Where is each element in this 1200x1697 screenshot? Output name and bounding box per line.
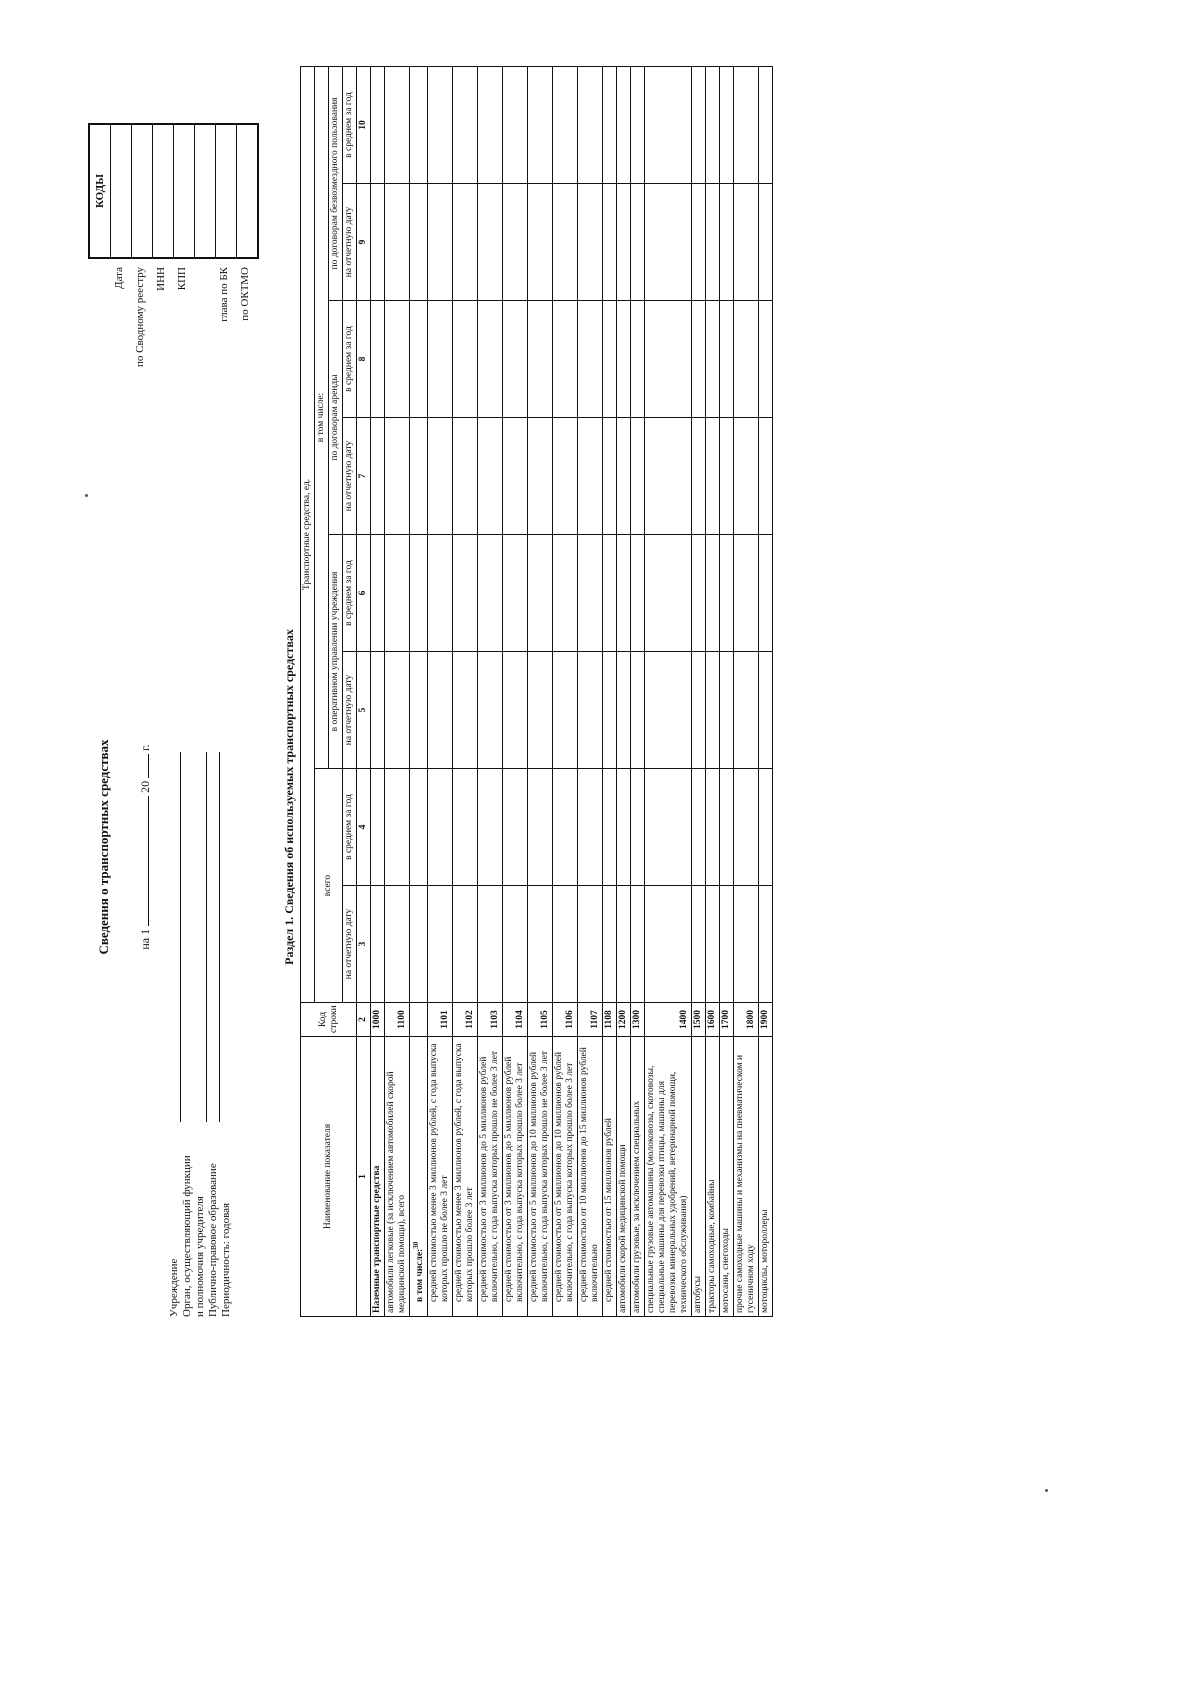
column-number: 3	[357, 886, 371, 1003]
value-cell-col-6[interactable]	[645, 535, 692, 652]
value-cell-col-7[interactable]	[603, 418, 617, 535]
codes-label-registry: по Сводному реестру	[134, 267, 146, 367]
value-cell-col-4[interactable]	[528, 769, 553, 886]
value-cell-col-5[interactable]	[603, 652, 617, 769]
value-cell-col-6[interactable]	[617, 535, 631, 652]
code-inn[interactable]	[153, 124, 174, 258]
col-name-header: Наименование показателя	[301, 1037, 357, 1317]
value-cell-col-10[interactable]	[706, 66, 720, 183]
code-blank[interactable]	[195, 124, 216, 258]
row-code: 1500	[692, 1003, 706, 1037]
report-date-line	[138, 557, 153, 1137]
codes-label-date: Дата	[113, 267, 125, 289]
row-name	[503, 1037, 528, 1317]
table-row	[631, 66, 645, 1316]
row-name-text: автомобили легковые (за исключением автомобилей скорой медицинской помощи), всего	[386, 1071, 407, 1313]
row-name-text: автобусы	[693, 1275, 704, 1313]
value-cell-col-10[interactable]	[617, 66, 631, 183]
organ-input-line[interactable]	[206, 752, 207, 1122]
value-cell-col-3[interactable]	[371, 886, 385, 1003]
meta-row-organ	[181, 757, 194, 1317]
column-number: 10	[357, 66, 371, 183]
value-cell-col-8[interactable]	[720, 301, 734, 418]
value-cell-col-7[interactable]	[720, 418, 734, 535]
header-operative-avg: в среднем за год	[343, 535, 357, 652]
row-code: 1106	[553, 1003, 578, 1037]
value-cell-col-5[interactable]	[553, 652, 578, 769]
value-cell-col-5[interactable]	[578, 652, 603, 769]
row-name	[478, 1037, 503, 1317]
value-cell-col-9[interactable]	[692, 184, 706, 301]
row-code: 1700	[720, 1003, 734, 1037]
value-cell-col-9[interactable]	[578, 184, 603, 301]
value-cell-col-7[interactable]	[410, 418, 428, 535]
value-cell-col-8[interactable]	[528, 301, 553, 418]
value-cell-col-5[interactable]	[371, 652, 385, 769]
value-cell-col-6[interactable]	[503, 535, 528, 652]
value-cell-col-8[interactable]	[478, 301, 503, 418]
row-name-text: средней стоимостью от 3 миллионов до 5 миллионов рублей включительно, с года выпуска которых прошло более 3 лет	[504, 1056, 526, 1302]
value-cell-col-10[interactable]	[603, 66, 617, 183]
value-cell-col-7[interactable]	[692, 418, 706, 535]
table-row	[578, 66, 603, 1316]
value-cell-col-6[interactable]	[720, 535, 734, 652]
value-cell-col-9[interactable]	[603, 184, 617, 301]
table-row	[759, 66, 773, 1316]
value-cell-col-3[interactable]	[631, 886, 645, 1003]
value-cell-col-3[interactable]	[734, 886, 759, 1003]
value-cell-col-7[interactable]	[385, 418, 410, 535]
table-row	[385, 66, 410, 1316]
value-cell-col-6[interactable]	[734, 535, 759, 652]
value-cell-col-9[interactable]	[759, 184, 773, 301]
table-row	[478, 66, 503, 1316]
value-cell-col-4[interactable]	[503, 769, 528, 886]
form-title: Сведения о транспортных средствах	[96, 739, 111, 955]
meta-label-public-entity: Публично-правовое образование	[207, 1163, 219, 1317]
value-cell-col-5[interactable]	[478, 652, 503, 769]
header-bezvozmezd-avg: в среднем за год	[343, 66, 357, 183]
value-cell-col-7[interactable]	[453, 418, 478, 535]
value-cell-col-4[interactable]	[553, 769, 578, 886]
value-cell-col-7[interactable]	[617, 418, 631, 535]
table-row	[410, 66, 428, 1316]
value-cell-col-3[interactable]	[553, 886, 578, 1003]
value-cell-col-7[interactable]	[631, 418, 645, 535]
date-day-blank[interactable]	[148, 796, 149, 926]
row-code	[410, 1003, 428, 1037]
row-code: 1400	[645, 1003, 692, 1037]
codes-header: КОДЫ	[89, 124, 111, 258]
value-cell-col-5[interactable]	[410, 652, 428, 769]
value-cell-col-3[interactable]	[385, 886, 410, 1003]
value-cell-col-8[interactable]	[385, 301, 410, 418]
row-name	[645, 1037, 692, 1317]
value-cell-col-6[interactable]	[478, 535, 503, 652]
date-suffix: г.	[138, 744, 152, 751]
value-cell-col-5[interactable]	[720, 652, 734, 769]
value-cell-col-3[interactable]	[645, 886, 692, 1003]
scan-speck	[1045, 1489, 1048, 1492]
value-cell-col-3[interactable]	[528, 886, 553, 1003]
row-code: 1102	[453, 1003, 478, 1037]
value-cell-col-10[interactable]	[410, 66, 428, 183]
row-name-text: средней стоимостью от 5 миллионов до 10 миллионов рублей включительно, с года выпуска которых прошло более 3 лет	[554, 1051, 576, 1302]
value-cell-col-6[interactable]	[428, 535, 453, 652]
value-cell-col-3[interactable]	[410, 886, 428, 1003]
table-row	[503, 66, 528, 1316]
row-name	[410, 1037, 428, 1317]
value-cell-col-5[interactable]	[631, 652, 645, 769]
row-name-text: мотоциклы, мотороллеры	[760, 1209, 771, 1313]
value-cell-col-5[interactable]	[706, 652, 720, 769]
meta-label-organ: Орган, осуществляющий функции	[181, 1155, 193, 1317]
value-cell-col-8[interactable]	[617, 301, 631, 418]
header-operative: в оперативном управлении учреждения	[329, 535, 343, 769]
code-oktmo[interactable]	[237, 124, 259, 258]
value-cell-col-4[interactable]	[734, 769, 759, 886]
value-cell-col-8[interactable]	[553, 301, 578, 418]
value-cell-col-6[interactable]	[528, 535, 553, 652]
code-glava[interactable]	[216, 124, 237, 258]
value-cell-col-9[interactable]	[645, 184, 692, 301]
value-cell-col-6[interactable]	[578, 535, 603, 652]
header-arenda: по договорам аренды	[329, 301, 343, 535]
header-v-tom-chisle: в том числе:	[315, 66, 329, 768]
value-cell-col-3[interactable]	[428, 886, 453, 1003]
value-cell-col-8[interactable]	[410, 301, 428, 418]
value-cell-col-8[interactable]	[503, 301, 528, 418]
row-name	[617, 1037, 631, 1317]
value-cell-col-10[interactable]	[371, 66, 385, 183]
row-code: 1105	[528, 1003, 553, 1037]
header-arenda-avg: в среднем за год	[343, 301, 357, 418]
codes-label-inn: ИНН	[155, 267, 167, 291]
codes-label-glava: глава по БК	[218, 267, 230, 322]
value-cell-col-8[interactable]	[428, 301, 453, 418]
value-cell-col-7[interactable]	[371, 418, 385, 535]
column-number: 5	[357, 652, 371, 769]
header-arenda-on-date: на отчетную дату	[343, 418, 357, 535]
column-number: 2	[357, 1003, 371, 1037]
table-row	[603, 66, 617, 1316]
value-cell-col-3[interactable]	[706, 886, 720, 1003]
row-name	[631, 1037, 645, 1317]
row-name	[603, 1037, 617, 1317]
value-cell-col-10[interactable]	[478, 66, 503, 183]
codes-label-oktmo: по ОКТМО	[239, 267, 251, 321]
row-name	[706, 1037, 720, 1317]
meta-fields	[168, 757, 233, 1317]
table-row	[734, 66, 759, 1316]
value-cell-col-7[interactable]	[503, 418, 528, 535]
column-number-row	[357, 66, 371, 1316]
value-cell-col-6[interactable]	[631, 535, 645, 652]
value-cell-col-4[interactable]	[720, 769, 734, 886]
row-name-text: мотосани, снегоходы	[721, 1228, 732, 1313]
value-cell-col-5[interactable]	[734, 652, 759, 769]
codes-label-blank	[193, 267, 214, 447]
value-cell-col-6[interactable]	[371, 535, 385, 652]
value-cell-col-10[interactable]	[759, 66, 773, 183]
value-cell-col-9[interactable]	[734, 184, 759, 301]
row-name	[553, 1037, 578, 1317]
value-cell-col-10[interactable]	[720, 66, 734, 183]
value-cell-col-7[interactable]	[428, 418, 453, 535]
value-cell-col-5[interactable]	[428, 652, 453, 769]
row-name-text: тракторы самоходные, комбайны	[707, 1179, 718, 1313]
code-registry[interactable]	[132, 124, 153, 258]
value-cell-col-9[interactable]	[371, 184, 385, 301]
value-cell-col-9[interactable]	[503, 184, 528, 301]
value-cell-col-4[interactable]	[759, 769, 773, 886]
value-cell-col-7[interactable]	[478, 418, 503, 535]
value-cell-col-3[interactable]	[578, 886, 603, 1003]
value-cell-col-8[interactable]	[631, 301, 645, 418]
header-bezvozmezd-on-date: на отчетную дату	[343, 184, 357, 301]
row-name-text: специальные грузовые автомашины (молоковозы, скотовозы, специальные машины для перевозки птицы, машины для перевозки минеральных удобрений, ветеринарной помощи, технического обслуживания)	[646, 1065, 690, 1313]
codes-labels	[88, 267, 256, 447]
row-name-text: Наземные транспортные средства	[372, 1165, 382, 1313]
value-cell-col-3[interactable]	[453, 886, 478, 1003]
row-name-text: средней стоимостью от 15 миллионов рублей	[604, 1118, 615, 1302]
value-cell-col-5[interactable]	[453, 652, 478, 769]
value-cell-col-4[interactable]	[428, 769, 453, 886]
value-cell-col-4[interactable]	[410, 769, 428, 886]
value-cell-col-9[interactable]	[553, 184, 578, 301]
row-name-text: в том числе:	[415, 1248, 426, 1302]
header-operative-on-date: на отчетную дату	[343, 652, 357, 769]
value-cell-col-7[interactable]	[645, 418, 692, 535]
value-cell-col-3[interactable]	[759, 886, 773, 1003]
row-code: 1300	[631, 1003, 645, 1037]
value-cell-col-8[interactable]	[645, 301, 692, 418]
row-name-text: средней стоимостью от 5 миллионов до 10 миллионов рублей включительно, с года выпуска которых прошло не более 3 лет	[529, 1050, 551, 1302]
group-header: Транспортные средства, ед.	[301, 66, 315, 1002]
value-cell-col-6[interactable]	[553, 535, 578, 652]
value-cell-col-7[interactable]	[553, 418, 578, 535]
value-cell-col-3[interactable]	[478, 886, 503, 1003]
value-cell-col-4[interactable]	[631, 769, 645, 886]
row-name	[759, 1037, 773, 1317]
code-kpp[interactable]	[174, 124, 195, 258]
column-number: 4	[357, 769, 371, 886]
table-row	[428, 66, 453, 1316]
row-name-text: автомобили грузовые, за исключением специальных	[632, 1100, 643, 1313]
row-code: 1100	[385, 1003, 410, 1037]
column-number: 7	[357, 418, 371, 535]
table-row	[371, 66, 385, 1316]
scan-speck	[85, 494, 88, 497]
row-name-text: прочие самоходные машины и механизмы на пневматическом и гусеничном ходу	[735, 1054, 757, 1313]
meta-label-periodicity: Периодичность: годовая	[220, 1202, 232, 1317]
row-code: 1101	[428, 1003, 453, 1037]
value-cell-col-6[interactable]	[692, 535, 706, 652]
row-code: 1000	[371, 1003, 385, 1037]
section-title: Раздел 1. Сведения об используемых транспортных средствах	[282, 629, 296, 965]
meta-label-founder: и полномочия учредителя	[194, 1196, 206, 1317]
value-cell-col-5[interactable]	[385, 652, 410, 769]
column-number: 8	[357, 301, 371, 418]
codes-table	[88, 123, 259, 259]
value-cell-col-8[interactable]	[692, 301, 706, 418]
public-entity-input-line[interactable]	[219, 752, 220, 1122]
value-cell-col-9[interactable]	[410, 184, 428, 301]
value-cell-col-5[interactable]	[503, 652, 528, 769]
code-date[interactable]	[111, 124, 132, 258]
codes-label-empty	[88, 267, 109, 447]
table-row	[617, 66, 631, 1316]
row-code: 1900	[759, 1003, 773, 1037]
col-code-header: Код строки	[301, 1003, 357, 1037]
value-cell-col-8[interactable]	[706, 301, 720, 418]
table-row	[692, 66, 706, 1316]
value-cell-col-5[interactable]	[692, 652, 706, 769]
value-cell-col-8[interactable]	[734, 301, 759, 418]
value-cell-col-10[interactable]	[428, 66, 453, 183]
value-cell-col-9[interactable]	[428, 184, 453, 301]
value-cell-col-10[interactable]	[692, 66, 706, 183]
transport-table	[300, 66, 773, 1317]
value-cell-col-4[interactable]	[645, 769, 692, 886]
table-row	[528, 66, 553, 1316]
value-cell-col-3[interactable]	[617, 886, 631, 1003]
row-code: 1104	[503, 1003, 528, 1037]
value-cell-col-8[interactable]	[759, 301, 773, 418]
value-cell-col-3[interactable]	[720, 886, 734, 1003]
row-name-text: средней стоимостью менее 3 миллионов рублей, с года выпуска которых прошло более 3 лет	[454, 1043, 476, 1302]
table-row	[720, 66, 734, 1316]
row-name	[371, 1037, 385, 1317]
value-cell-col-4[interactable]	[385, 769, 410, 886]
row-name	[720, 1037, 734, 1317]
value-cell-col-4[interactable]	[453, 769, 478, 886]
value-cell-col-3[interactable]	[692, 886, 706, 1003]
row-name	[453, 1037, 478, 1317]
row-code: 1600	[706, 1003, 720, 1037]
value-cell-col-6[interactable]	[759, 535, 773, 652]
value-cell-col-9[interactable]	[453, 184, 478, 301]
value-cell-col-8[interactable]	[578, 301, 603, 418]
column-number: 6	[357, 535, 371, 652]
header-total-avg: в среднем за год	[343, 769, 357, 886]
date-prefix: на 1	[138, 928, 152, 950]
table-row	[553, 66, 578, 1316]
row-code: 1107	[578, 1003, 603, 1037]
table-body	[371, 66, 773, 1316]
value-cell-col-5[interactable]	[528, 652, 553, 769]
row-name	[428, 1037, 453, 1317]
value-cell-col-7[interactable]	[706, 418, 720, 535]
header-total-on-date: на отчетную дату	[343, 886, 357, 1003]
value-cell-col-10[interactable]	[385, 66, 410, 183]
value-cell-col-6[interactable]	[603, 535, 617, 652]
value-cell-col-4[interactable]	[603, 769, 617, 886]
table-row	[645, 66, 692, 1316]
value-cell-col-7[interactable]	[578, 418, 603, 535]
value-cell-col-7[interactable]	[528, 418, 553, 535]
value-cell-col-6[interactable]	[410, 535, 428, 652]
table-row	[706, 66, 720, 1316]
value-cell-col-4[interactable]	[371, 769, 385, 886]
row-name	[385, 1037, 410, 1317]
value-cell-col-8[interactable]	[371, 301, 385, 418]
value-cell-col-5[interactable]	[759, 652, 773, 769]
value-cell-col-4[interactable]	[578, 769, 603, 886]
row-name	[692, 1037, 706, 1317]
header-bezvozmezd: по договорам безвозмездного пользования	[329, 66, 343, 300]
value-cell-col-4[interactable]	[692, 769, 706, 886]
institution-input-line[interactable]	[180, 752, 181, 1122]
row-code: 1108	[603, 1003, 617, 1037]
value-cell-col-4[interactable]	[478, 769, 503, 886]
value-cell-col-6[interactable]	[706, 535, 720, 652]
row-code: 1103	[478, 1003, 503, 1037]
header-vsego: всего	[315, 769, 343, 1003]
value-cell-col-5[interactable]	[617, 652, 631, 769]
value-cell-col-7[interactable]	[734, 418, 759, 535]
row-name-text: средней стоимостью менее 3 миллионов рублей, с года выпуска которых прошло не более 3 лет	[429, 1043, 451, 1302]
column-number: 9	[357, 184, 371, 301]
codes-label-kpp: КПП	[176, 267, 188, 291]
value-cell-col-10[interactable]	[734, 66, 759, 183]
value-cell-col-8[interactable]	[603, 301, 617, 418]
value-cell-col-6[interactable]	[453, 535, 478, 652]
value-cell-col-10[interactable]	[578, 66, 603, 183]
value-cell-col-10[interactable]	[503, 66, 528, 183]
value-cell-col-4[interactable]	[617, 769, 631, 886]
value-cell-col-9[interactable]	[720, 184, 734, 301]
value-cell-col-7[interactable]	[759, 418, 773, 535]
row-name	[528, 1037, 553, 1317]
value-cell-col-9[interactable]	[706, 184, 720, 301]
value-cell-col-6[interactable]	[385, 535, 410, 652]
table-row	[453, 66, 478, 1316]
row-name-text: автомобили скорой медицинской помощи	[618, 1144, 629, 1313]
value-cell-col-10[interactable]	[453, 66, 478, 183]
meta-label-institution: Учреждение	[168, 1258, 180, 1317]
row-name	[734, 1037, 759, 1317]
row-name	[578, 1037, 603, 1317]
value-cell-col-10[interactable]	[553, 66, 578, 183]
value-cell-col-3[interactable]	[603, 886, 617, 1003]
date-year-blank[interactable]	[148, 754, 149, 778]
column-number: 1	[357, 1037, 371, 1317]
value-cell-col-9[interactable]	[617, 184, 631, 301]
value-cell-col-10[interactable]	[631, 66, 645, 183]
row-code: 1800	[734, 1003, 759, 1037]
value-cell-col-9[interactable]	[631, 184, 645, 301]
row-code: 1200	[617, 1003, 631, 1037]
value-cell-col-9[interactable]	[528, 184, 553, 301]
date-year-prefix: 20	[138, 780, 152, 793]
row-name-text: средней стоимостью от 3 миллионов до 5 миллионов рублей включительно, с года выпуска которых прошло не более 3 лет	[479, 1050, 501, 1302]
value-cell-col-9[interactable]	[478, 184, 503, 301]
value-cell-col-10[interactable]	[528, 66, 553, 183]
footnote-ref: 30	[412, 1241, 420, 1249]
value-cell-col-9[interactable]	[385, 184, 410, 301]
value-cell-col-10[interactable]	[645, 66, 692, 183]
row-name-text: средней стоимостью от 10 миллионов до 15 миллионов рублей включительно	[579, 1047, 601, 1302]
value-cell-col-8[interactable]	[453, 301, 478, 418]
value-cell-col-4[interactable]	[706, 769, 720, 886]
value-cell-col-3[interactable]	[503, 886, 528, 1003]
value-cell-col-5[interactable]	[645, 652, 692, 769]
